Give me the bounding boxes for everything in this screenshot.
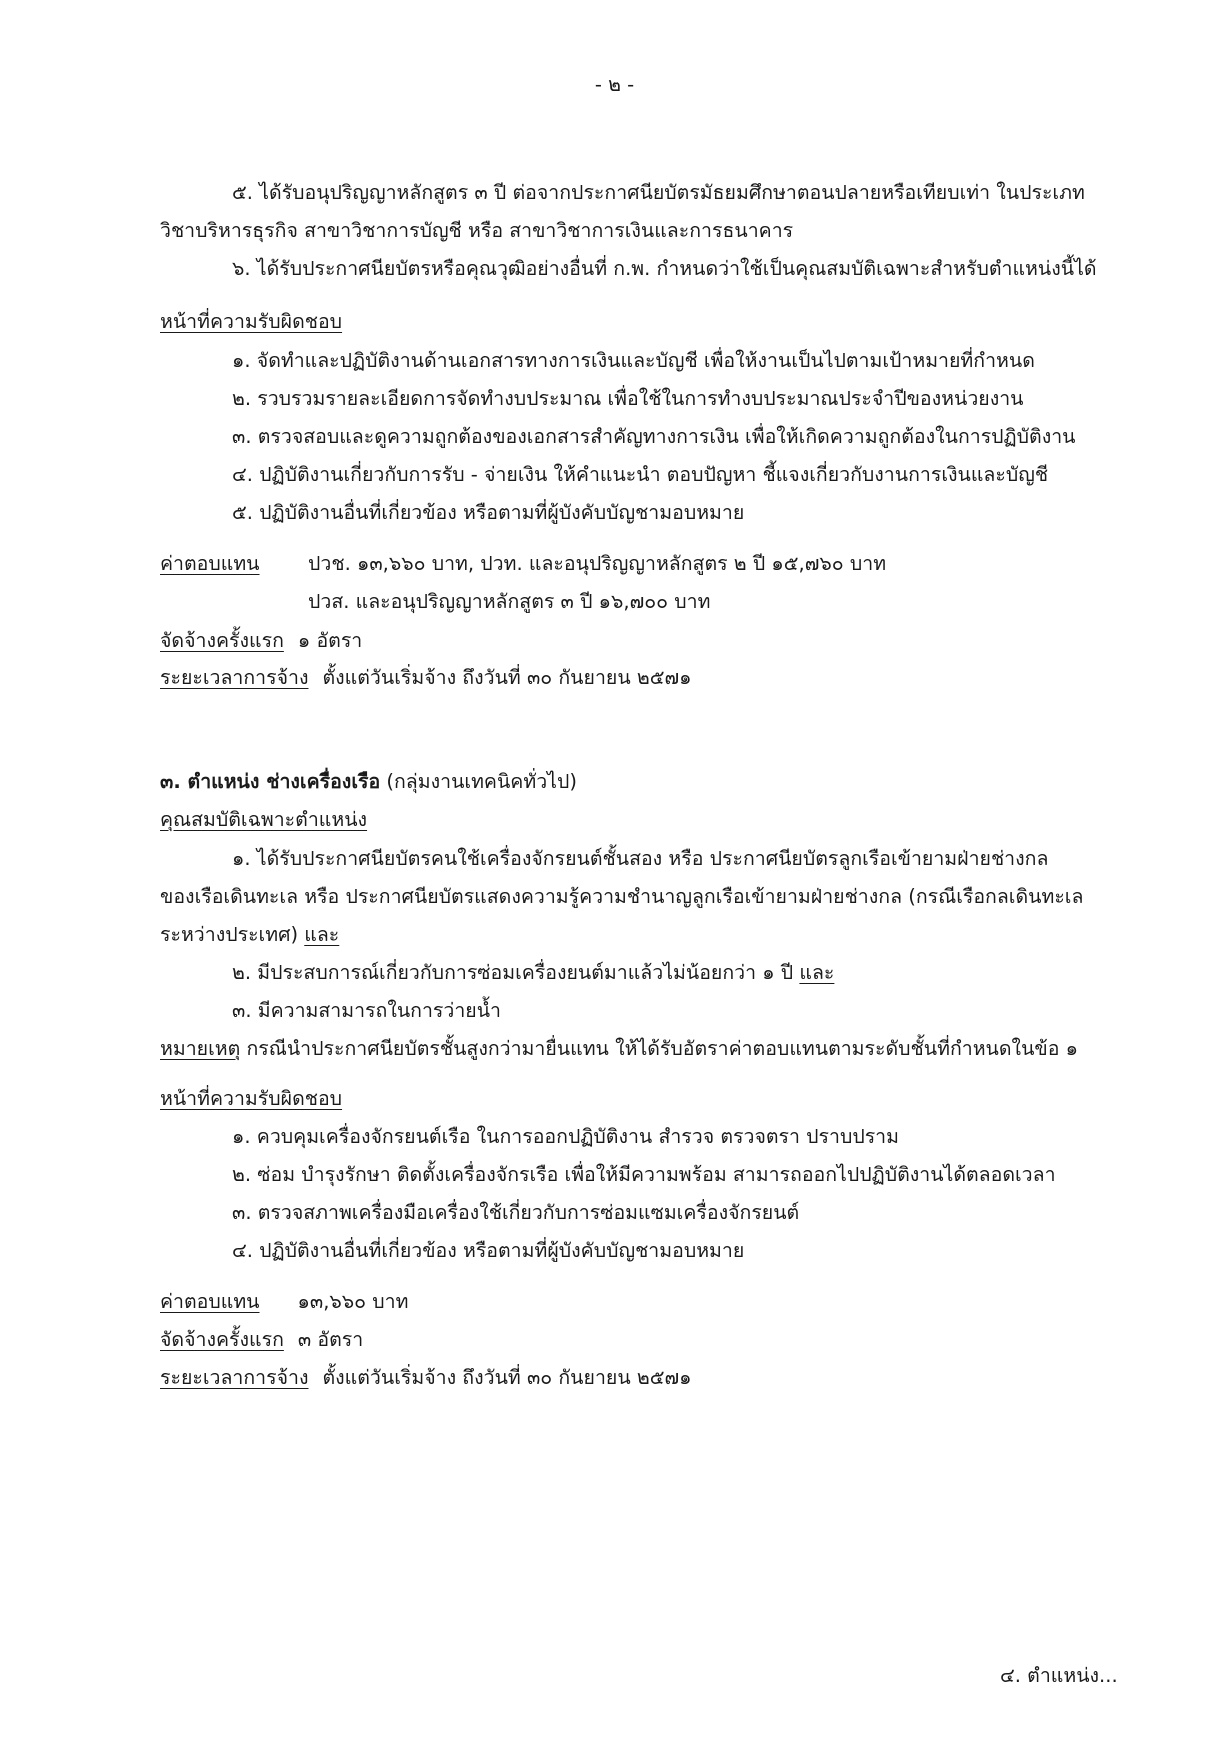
pay-value: ๑๓,๖๖๐ บาท [297, 1290, 409, 1313]
duty-item: ๔. ปฏิบัติงานอื่นที่เกี่ยวข้อง หรือตามที่ผู้บังคับบัญชามอบหมาย [232, 1239, 745, 1262]
hire-label: จัดจ้างครั้งแรก [160, 629, 284, 652]
pay-label: ค่าตอบแทน [160, 552, 260, 575]
page-number: - ๒ - [594, 73, 635, 96]
next-page-continuation: ๔. ตำแหน่ง... [1000, 1664, 1118, 1687]
duty-item: ๓. ตรวจสอบและดูความถูกต้องของเอกสารสำคัญทางการเงิน เพื่อให้เกิดความถูกต้องในการปฏิบัติงาน [232, 425, 1076, 448]
pay-value-line-1: ปวช. ๑๓,๖๖๐ บาท, ปวท. และอนุปริญญาหลักสูตร ๒ ปี ๑๕,๗๖๐ บาท [308, 552, 887, 575]
and-word: และ [799, 961, 835, 984]
qualification-item-2 [232, 960, 834, 986]
duties-heading: หน้าที่ความรับผิดชอบ [160, 1087, 343, 1110]
hire-value: ๓ อัตรา [297, 1328, 364, 1351]
period-row [160, 665, 692, 691]
position-group: (กลุ่มงานเทคนิคทั่วไป) [386, 770, 577, 793]
period-value: ตั้งแต่วันเริ่มจ้าง ถึงวันที่ ๓๐ กันยายน ๒๕๗๑ [322, 1366, 692, 1389]
period-label: ระยะเวลาการจ้าง [160, 1366, 309, 1389]
qualification-item-1-line-2: ของเรือเดินทะเล หรือ ประกาศนียบัตรแสดงความรู้ความชำนาญลูกเรือเข้ายามฝ่ายช่างกล (กรณีเรือกลเดินทะเล [160, 885, 1084, 908]
hire-row [160, 1327, 363, 1353]
pay-value-line-2: ปวส. และอนุปริญญาหลักสูตร ๓ ปี ๑๖,๗๐๐ บาท [308, 590, 711, 613]
hire-row [160, 628, 362, 654]
section-3-title [160, 769, 577, 795]
qualification-item-5-line-1: ๕. ได้รับอนุปริญญาหลักสูตร ๓ ปี ต่อจากประกาศนียบัตรมัธยมศึกษาตอนปลายหรือเทียบเท่า ในประเภท [232, 181, 1085, 204]
qualification-item-1-line-1: ๑. ได้รับประกาศนียบัตรคนใช้เครื่องจักรยนต์ชั้นสอง หรือ ประกาศนียบัตรลูกเรือเข้ายามฝ่ายช่างกล [232, 847, 1049, 870]
duty-item: ๓. ตรวจสภาพเครื่องมือเครื่องใช้เกี่ยวกับการซ่อมแซมเครื่องจักรยนต์ [232, 1201, 800, 1224]
qualification-text: ๒. มีประสบการณ์เกี่ยวกับการซ่อมเครื่องยนต์มาแล้วไม่น้อยกว่า ๑ ปี [232, 961, 794, 984]
duty-item: ๕. ปฏิบัติงานอื่นที่เกี่ยวข้อง หรือตามที่ผู้บังคับบัญชามอบหมาย [232, 501, 745, 524]
qualification-heading: คุณสมบัติเฉพาะตำแหน่ง [160, 808, 368, 831]
qualification-item-3: ๓. มีความสามารถในการว่ายน้ำ [232, 999, 502, 1022]
duty-item: ๑. จัดทำและปฏิบัติงานด้านเอกสารทางการเงินและบัญชี เพื่อให้งานเป็นไปตามเป้าหมายที่กำหนด [232, 349, 1035, 372]
note-row [160, 1036, 1078, 1062]
note-label: หมายเหตุ [160, 1037, 241, 1060]
note-text: กรณีนำประกาศนียบัตรชั้นสูงกว่ามายื่นแทน ให้ได้รับอัตราค่าตอบแทนตามระดับชั้นที่กำหนดในข้อ ๑ [246, 1037, 1079, 1060]
pay-label: ค่าตอบแทน [160, 1290, 260, 1313]
duty-item: ๒. ซ่อม บำรุงรักษา ติดตั้งเครื่องจักรเรือ เพื่อให้มีความพร้อม สามารถออกไปปฏิบัติงานได้ตลอดเวลา [232, 1163, 1056, 1186]
qualification-item-6: ๖. ได้รับประกาศนียบัตรหรือคุณวุฒิอย่างอื่นที่ ก.พ. กำหนดว่าใช้เป็นคุณสมบัติเฉพาะสำหรับตำแหน่งนี้ได้ [232, 257, 1097, 280]
position-title: ๓. ตำแหน่ง ช่างเครื่องเรือ [160, 770, 381, 793]
qualification-item-1-line-3 [160, 922, 339, 948]
duties-heading: หน้าที่ความรับผิดชอบ [160, 310, 343, 333]
and-word: และ [304, 923, 340, 946]
pay-row [160, 1289, 408, 1315]
duty-item: ๑. ควบคุมเครื่องจักรยนต์เรือ ในการออกปฏิบัติงาน สำรวจ ตรวจตรา ปราบปราม [232, 1125, 899, 1148]
period-row [160, 1365, 692, 1391]
period-value: ตั้งแต่วันเริ่มจ้าง ถึงวันที่ ๓๐ กันยายน ๒๕๗๑ [322, 666, 692, 689]
period-label: ระยะเวลาการจ้าง [160, 666, 309, 689]
duty-item: ๒. รวบรวมรายละเอียดการจัดทำงบประมาณ เพื่อใช้ในการทำงบประมาณประจำปีของหน่วยงาน [232, 387, 1024, 410]
hire-label: จัดจ้างครั้งแรก [160, 1328, 284, 1351]
hire-value: ๑ อัตรา [297, 629, 363, 652]
duty-item: ๔. ปฏิบัติงานเกี่ยวกับการรับ - จ่ายเงิน ให้คำแนะนำ ตอบปัญหา ชี้แจงเกี่ยวกับงานการเงินและบัญชี [232, 463, 1049, 486]
qualification-text: ระหว่างประเทศ) [160, 923, 299, 946]
qualification-item-5-line-2: วิชาบริหารธุรกิจ สาขาวิชาการบัญชี หรือ สาขาวิชาการเงินและการธนาคาร [160, 219, 794, 242]
